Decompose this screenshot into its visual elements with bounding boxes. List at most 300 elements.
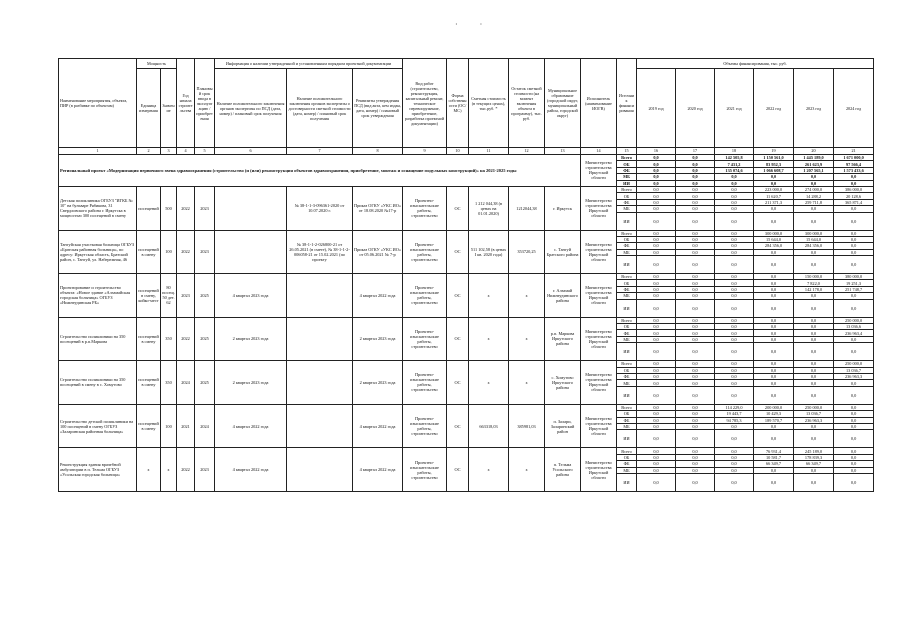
funding-value: 0,0 [754, 317, 794, 323]
funding-value: 0,0 [834, 423, 874, 429]
funding-value: 0,0 [676, 249, 715, 255]
source-label: МБ [617, 467, 637, 473]
object-location: г. Иркутск [545, 186, 581, 230]
source-label: ФБ [617, 199, 637, 205]
funding-value: 0,0 [637, 155, 676, 161]
funding-value: 0,0 [676, 236, 715, 242]
col-year-start: Год начала строительства [177, 59, 195, 148]
col-plan-deadline: Плановый срок ввода в эксплуатацию / приобретения [195, 59, 215, 148]
object-estimate: 1 212 044,38 (в ценах на 01.01.2020) [469, 186, 509, 230]
funding-value: 0,0 [834, 293, 874, 299]
funding-value: 0,0 [676, 206, 715, 212]
source-label: ФБ [617, 286, 637, 292]
funding-value: 0,0 [715, 193, 754, 199]
funding-value: 0,0 [834, 448, 874, 454]
funding-value: 0,0 [794, 299, 834, 317]
funding-value: 1 207 565,1 [794, 167, 834, 173]
funding-value: 0,0 [637, 324, 676, 330]
object-estimate: х [469, 361, 509, 405]
source-label: ОБ [617, 454, 637, 460]
funding-value: 0,0 [834, 417, 874, 423]
funding-value: 0,0 [794, 423, 834, 429]
object-year-start: 2022 [177, 230, 195, 274]
funding-value: 178 839,3 [794, 454, 834, 460]
funding-value: 0,0 [754, 367, 794, 373]
object-location: с. Хомутово Иркутского района [545, 361, 581, 405]
funding-value: 0,0 [754, 256, 794, 274]
funding-value: 0,0 [676, 430, 715, 448]
object-location: п. Тельма Усольского района [545, 448, 581, 492]
source-label: МБ [617, 336, 637, 342]
object-year-start: 2021 [177, 404, 195, 448]
source-label: Всего [617, 155, 637, 161]
funding-value: 0,0 [676, 193, 715, 199]
object-executor: Министерство строительства Иркутской области [581, 274, 617, 318]
funding-value: 380 000,0 [834, 274, 874, 280]
funding-value: 0,0 [754, 280, 794, 286]
funding-value: 0,0 [715, 293, 754, 299]
object-deadline: 2023 [195, 448, 215, 492]
source-label: Всего [617, 274, 637, 280]
funding-value: 142 178,0 [794, 286, 834, 292]
funding-value: 142 505,8 [715, 155, 754, 161]
funding-value: 0,0 [834, 336, 874, 342]
funding-value: 150 000,0 [794, 274, 834, 280]
funding-value: 0,0 [676, 243, 715, 249]
source-label: МБ [617, 249, 637, 255]
column-number: 16 [637, 148, 676, 155]
object-expertise-cost: № 38-1-1-2-026800-21 от 26.05.2021 (в смете), № 38-1-1-2-006058-21 от 15.02.2021 (по проекту [287, 230, 353, 274]
section-executor: Министерство строительства Иркутской области [581, 155, 617, 187]
funding-value: 0,0 [637, 473, 676, 491]
source-label: ОБ [617, 193, 637, 199]
source-label: ОБ [617, 367, 637, 373]
object-work-type: Проектно-изыскательские работы, строительство [403, 186, 447, 230]
funding-value: 0,0 [715, 243, 754, 249]
source-label: ИИ [617, 430, 637, 448]
object-work-type: Проектно-изыскательские работы, строительство [403, 317, 447, 361]
funding-value: 14 288,2 [794, 193, 834, 199]
column-number: 7 [287, 148, 353, 155]
col-year-2020: 2020 год [676, 69, 715, 148]
funding-value: 0,0 [676, 167, 715, 173]
funding-value: 0,0 [834, 430, 874, 448]
funding-value: 76 931,4 [754, 448, 794, 454]
column-number: 19 [754, 148, 794, 155]
funding-value: 0,0 [754, 330, 794, 336]
source-label: Всего [617, 317, 637, 323]
funding-value: 0,0 [676, 186, 715, 192]
funding-value: 0,0 [794, 330, 834, 336]
funding-value: 0,0 [715, 274, 754, 280]
funding-value: 0,0 [637, 423, 676, 429]
col-year-2019: 2019 год [637, 69, 676, 148]
object-approval: 4 квартал 2022 года [353, 404, 403, 448]
funding-value: 94 785,3 [715, 417, 754, 423]
funding-value: 0,0 [637, 286, 676, 292]
funding-value: 0,0 [834, 230, 874, 236]
funding-value: 0,0 [794, 212, 834, 230]
source-label: ИИ [617, 180, 637, 186]
funding-value: 0,0 [834, 236, 874, 242]
funding-value: 0,0 [834, 404, 874, 410]
funding-value: 0,0 [794, 293, 834, 299]
funding-value: 0,0 [637, 274, 676, 280]
funding-value: 0,0 [637, 336, 676, 342]
object-approval: 2 квартал 2023 года [353, 361, 403, 405]
column-number: 4 [177, 148, 195, 155]
funding-value: 0,0 [676, 324, 715, 330]
object-value: 350 [161, 361, 177, 405]
funding-value: 0,0 [676, 317, 715, 323]
funding-value: 0,0 [676, 361, 715, 367]
funding-value: 0,0 [637, 236, 676, 242]
col-unit: Единица измерения [137, 69, 161, 148]
object-executor: Министерство строительства Иркутской области [581, 448, 617, 492]
column-number: 18 [715, 148, 754, 155]
funding-value: 0,0 [754, 467, 794, 473]
object-expertise-psd: 4 квартал 2022 года [215, 448, 287, 492]
object-location: п. Залари, Заларинский район [545, 404, 581, 448]
funding-value: 0,0 [637, 193, 676, 199]
funding-value: 0,0 [676, 212, 715, 230]
object-ownership: ОС [447, 404, 469, 448]
source-label: ФБ [617, 243, 637, 249]
funding-value: 0,0 [715, 336, 754, 342]
funding-value: 0,0 [715, 343, 754, 361]
col-year-2024: 2024 год [834, 69, 874, 148]
object-expertise-psd [215, 230, 287, 274]
funding-value: 0,0 [794, 343, 834, 361]
funding-value: 0,0 [715, 249, 754, 255]
funding-value: 0,0 [637, 411, 676, 417]
funding-value: 0,0 [637, 212, 676, 230]
source-label: ИИ [617, 299, 637, 317]
column-number: 14 [581, 148, 617, 155]
funding-value: 0,0 [676, 448, 715, 454]
column-number-row [59, 148, 874, 155]
object-deadline: 2023 [195, 186, 215, 230]
object-expertise-cost [287, 274, 353, 318]
funding-value: 0,0 [676, 461, 715, 467]
funding-value: 0,0 [794, 380, 834, 386]
source-label: МБ [617, 423, 637, 429]
funding-value: 365 871,4 [834, 199, 874, 205]
object-remaining: х [509, 274, 545, 318]
object-location: с. Тангуй Братского района [545, 230, 581, 274]
object-remaining: х [509, 317, 545, 361]
column-number: 21 [834, 148, 874, 155]
col-funding: Объемы финансирования, тыс. руб. [637, 59, 874, 69]
funding-value: 0,0 [715, 236, 754, 242]
object-unit: посещений в смену [137, 317, 161, 361]
funding-value: 0,0 [637, 249, 676, 255]
funding-value: 0,0 [637, 256, 676, 274]
source-label: ОБ [617, 280, 637, 286]
column-number: 17 [676, 148, 715, 155]
object-expertise-cost: № 38-1-1-3-096361-2020 от 10.07.2020 г. [287, 186, 353, 230]
object-deadline: 2025 [195, 317, 215, 361]
funding-table [58, 58, 874, 492]
column-number: 12 [509, 148, 545, 155]
funding-value: 0,0 [794, 206, 834, 212]
funding-value: 13 036,7 [794, 411, 834, 417]
funding-value: 135 074,6 [715, 167, 754, 173]
funding-value: 0,0 [637, 199, 676, 205]
source-label: ИИ [617, 212, 637, 230]
object-estimate: 663318,03 [469, 404, 509, 448]
funding-value: 0,0 [754, 373, 794, 379]
funding-value: 0,0 [715, 199, 754, 205]
object-remaining: х [509, 448, 545, 492]
funding-value: 236 963,4 [834, 330, 874, 336]
funding-value: 13 036,6 [834, 324, 874, 330]
funding-value: 0,0 [794, 317, 834, 323]
funding-value: 0,0 [676, 380, 715, 386]
col-year-2023: 2023 год [794, 69, 834, 148]
funding-value: 0,0 [715, 299, 754, 317]
object-value: 500 [161, 186, 177, 230]
funding-value: 0,0 [715, 286, 754, 292]
funding-value: 259 711,8 [794, 199, 834, 205]
source-label: ОБ [617, 324, 637, 330]
object-remaining: 385981,03 [509, 404, 545, 448]
funding-value: 0,0 [637, 317, 676, 323]
object-name: Строительство поликлиники на 350 посещений в смену в с. Хомутово [59, 361, 137, 405]
funding-value: 0,0 [834, 243, 874, 249]
source-label: ИИ [617, 386, 637, 404]
col-estimate: Сметная стоимость (в текущих ценах), тыс.руб. * [469, 59, 509, 148]
funding-value: 0,0 [715, 230, 754, 236]
funding-value: 0,0 [715, 380, 754, 386]
object-approval: 4 квартал 2022 года [353, 448, 403, 492]
object-location: г. Алзамай Нижнеудинского района [545, 274, 581, 318]
object-unit: посещений в смену, койко-мест [137, 274, 161, 318]
funding-value: 83 952,3 [754, 161, 794, 167]
column-number: 2 [137, 148, 161, 155]
funding-value: 0,0 [637, 404, 676, 410]
funding-value: 211 371,3 [754, 199, 794, 205]
object-value: 100 [161, 404, 177, 448]
object-ownership: ОС [447, 274, 469, 318]
funding-value: 0,0 [637, 299, 676, 317]
col-work-type: Вид работ (строительство, реконструкция, капитальный ремонт, техническое перевооружение, приобретение, разработка проектной документации) [403, 59, 447, 148]
funding-value: 0,0 [676, 274, 715, 280]
column-number: 8 [353, 148, 403, 155]
column-number: 6 [215, 148, 287, 155]
funding-value: 0,0 [676, 330, 715, 336]
object-name: Реконструкция здания врачебной амбулатории в п. Тельма ОГБУЗ «Усольская городская больница» [59, 448, 137, 492]
funding-value: 97 566,4 [834, 161, 874, 167]
funding-value: 0,0 [715, 174, 754, 180]
object-unit: посещений [137, 186, 161, 230]
funding-value: 250 000,0 [834, 361, 874, 367]
funding-value: 0,0 [834, 461, 874, 467]
funding-value: 0,0 [637, 330, 676, 336]
funding-value: 0,0 [637, 454, 676, 460]
object-executor: Министерство строительства Иркутской области [581, 230, 617, 274]
funding-value: 0,0 [676, 174, 715, 180]
col-ownership: Форма собственности (ОС/МС) [447, 59, 469, 148]
object-expertise-psd: 4 квартал 2022 года [215, 404, 287, 448]
funding-value: 0,0 [715, 330, 754, 336]
object-estimate: х [469, 317, 509, 361]
funding-value: 0,0 [637, 161, 676, 167]
object-approval: 4 квартал 2022 года [353, 274, 403, 318]
object-expertise-psd: 2 квартал 2023 года [215, 317, 287, 361]
object-remaining: 353720,25 [509, 230, 545, 274]
funding-value: 7 822,0 [794, 280, 834, 286]
funding-value: 0,0 [637, 461, 676, 467]
object-expertise-psd [215, 186, 287, 230]
funding-value: 0,0 [794, 324, 834, 330]
funding-value: 0,0 [754, 380, 794, 386]
object-expertise-psd: 2 квартал 2023 года [215, 361, 287, 405]
funding-value: 251 748,7 [834, 286, 874, 292]
source-label: ОБ [617, 161, 637, 167]
funding-value: 0,0 [834, 206, 874, 212]
funding-value: 284 356,0 [754, 243, 794, 249]
funding-value: 0,0 [754, 274, 794, 280]
object-name: Строительство поликлиники на 350 посещений в р.п.Маркова [59, 317, 137, 361]
object-deadline: 2024 [195, 404, 215, 448]
funding-value: 0,0 [754, 293, 794, 299]
funding-value: 0,0 [676, 473, 715, 491]
object-work-type: Проектно-изыскательские работы, строительство [403, 274, 447, 318]
funding-value: 0,0 [794, 386, 834, 404]
funding-value: 0,0 [754, 206, 794, 212]
object-value: 350 [161, 317, 177, 361]
object-ownership: ОС [447, 186, 469, 230]
funding-value: 0,0 [637, 448, 676, 454]
object-expertise-cost [287, 448, 353, 492]
funding-value: 0,0 [754, 361, 794, 367]
funding-value: 0,0 [715, 367, 754, 373]
funding-value: 0,0 [715, 324, 754, 330]
object-value: х [161, 448, 177, 492]
funding-value: 1 573 433,6 [834, 167, 874, 173]
object-approval: Приказ ОГКУ «УКС ИО» от 18.08.2020 №17-р [353, 186, 403, 230]
source-label: МБ [617, 174, 637, 180]
object-unit: х [137, 448, 161, 492]
source-label: ИИ [617, 473, 637, 491]
object-year-start: 2023 [177, 274, 195, 318]
funding-value: 0,0 [754, 343, 794, 361]
funding-value: 236 963,3 [834, 373, 874, 379]
column-number: 5 [195, 148, 215, 155]
object-executor: Министерство строительства Иркутской области [581, 317, 617, 361]
funding-value: 0,0 [754, 212, 794, 230]
funding-value: 0,0 [715, 212, 754, 230]
funding-value: 0,0 [637, 417, 676, 423]
object-name: Проектирование и строительство объекта: «Новое здание «Алзамайская городская больница» ОГБУЗ «Нижнеудинская РБ» [59, 274, 137, 318]
funding-value: 284 356,0 [794, 243, 834, 249]
source-label: МБ [617, 293, 637, 299]
funding-value: 250 000,0 [794, 404, 834, 410]
funding-value: 0,0 [754, 286, 794, 292]
funding-value: 223 000,0 [754, 186, 794, 192]
funding-value: 0,0 [794, 174, 834, 180]
funding-value: 20 128,6 [834, 193, 874, 199]
object-expertise-cost [287, 404, 353, 448]
funding-value: 0,0 [794, 361, 834, 367]
funding-value: 300 000,0 [754, 230, 794, 236]
funding-value: 0,0 [715, 317, 754, 323]
funding-value: 0,0 [754, 386, 794, 404]
object-expertise-cost [287, 317, 353, 361]
object-unit: посещений в смену [137, 361, 161, 405]
object-year-start: 2022 [177, 317, 195, 361]
source-label: ФБ [617, 417, 637, 423]
column-number: 11 [469, 148, 509, 155]
funding-value: 10 429,3 [754, 411, 794, 417]
funding-value: 0,0 [834, 454, 874, 460]
col-event-name: Наименование мероприятия, объекта, ПИР (в разбивке по объектам) [59, 59, 137, 148]
funding-value: 236 963,3 [794, 417, 834, 423]
funding-value: 1 671 000,0 [834, 155, 874, 161]
funding-value: 0,0 [676, 286, 715, 292]
funding-value: 0,0 [794, 473, 834, 491]
funding-value: 0,0 [676, 293, 715, 299]
object-expertise-cost [287, 361, 353, 405]
source-label: ФБ [617, 373, 637, 379]
col-approval: Реквизиты утверждения ПСД (вид акта, кем издан, дата, номер) / плановый срок утверждения [353, 69, 403, 148]
funding-value: 0,0 [834, 249, 874, 255]
funding-value: 0,0 [676, 336, 715, 342]
funding-value: 0,0 [834, 386, 874, 404]
funding-value: 0,0 [676, 417, 715, 423]
object-approval: 2 квартал 2023 года [353, 317, 403, 361]
object-remaining: 1212044,38 [509, 186, 545, 230]
object-unit: посещений в смену [137, 230, 161, 274]
funding-value: 0,0 [834, 299, 874, 317]
col-value: Значение [161, 69, 177, 148]
document-page [58, 58, 864, 492]
source-label: ФБ [617, 461, 637, 467]
funding-value: 0,0 [834, 174, 874, 180]
funding-value: 274 000,0 [794, 186, 834, 192]
funding-value: 0,0 [637, 180, 676, 186]
object-name: Детская поликлиника ОГБУЗ "ИГКБ № 10" на бульваре Рябикова, 31 Свердловского района г. Иркутска в мощностью 300 посещений в смену [59, 186, 137, 230]
object-deadline: 2023 [195, 230, 215, 274]
source-label: Всего [617, 404, 637, 410]
funding-value: 0,0 [676, 454, 715, 460]
funding-value: 19 251,3 [834, 280, 874, 286]
object-ownership: ОС [447, 361, 469, 405]
col-capacity: Мощность [137, 59, 177, 69]
funding-value: 0,0 [794, 367, 834, 373]
funding-value: 11 620,7 [754, 193, 794, 199]
section-title: Региональный проект «Модернизация первичного звена здравоохранения (строительство (и (или) реконструкция объектов здравоохранения, приобретение, монтаж и оснащение модульных конструкций)» на 2021-2025 годы [59, 155, 581, 187]
source-label: ИИ [617, 256, 637, 274]
funding-value: 0,0 [754, 423, 794, 429]
object-name: Тангуйская участковая больница ОГБУЗ «Братская районная больница», по адресу: Иркутская область, Братский район, с. Тангуй, ул. Набережная, 46 [59, 230, 137, 274]
funding-value: 0,0 [637, 361, 676, 367]
funding-value: 0,0 [794, 180, 834, 186]
object-year-start: 2022 [177, 186, 195, 230]
funding-value: 0,0 [794, 430, 834, 448]
source-label: МБ [617, 380, 637, 386]
col-source: Источник финансирования [617, 59, 637, 148]
funding-value: 13 036,7 [834, 367, 874, 373]
column-number: 1 [59, 148, 137, 155]
column-number: 20 [794, 148, 834, 155]
funding-value: 189 570,7 [754, 417, 794, 423]
funding-value: 261 623,9 [794, 161, 834, 167]
funding-value: 0,0 [754, 324, 794, 330]
funding-value: 300 000,0 [794, 230, 834, 236]
funding-value: 0,0 [676, 373, 715, 379]
